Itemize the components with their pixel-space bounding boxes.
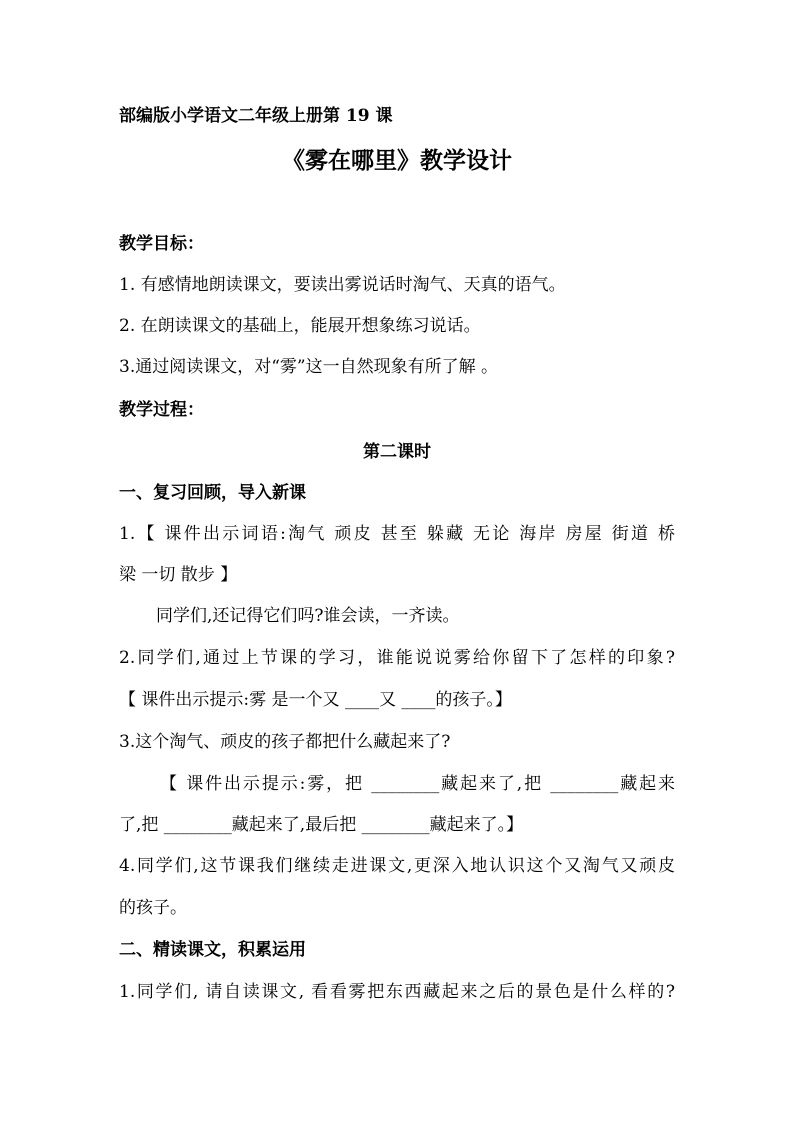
goal-item: 2. 在朗读课文的基础上，能展开想象练习说话。 — [119, 316, 481, 336]
lesson-subtitle: 部编版小学语文二年级上册第 19 课 — [119, 106, 393, 126]
paragraph-line: 4.同学们,这节课我们继续走进课文,更深入地认识这个又淘气又顽皮 — [119, 856, 675, 876]
paragraph-line: 的孩子。 — [119, 898, 187, 918]
paragraph-line: 同学们,还记得它们吗?谁会读，一齐读。 — [156, 606, 460, 626]
goal-item: 1. 有感情地朗读课文，要读出雾说话时淘气、天真的语气。 — [119, 275, 566, 295]
page-title: 《雾在哪里》教学设计 — [282, 147, 512, 174]
paragraph-line: 1.【 课件出示词语:淘气 顽皮 甚至 躲藏 无论 海岸 房屋 街道 桥 — [119, 524, 675, 544]
goal-item: 3.通过阅读课文，对“雾”这一自然现象有所了解 。 — [119, 357, 499, 377]
paragraph-line: 了,把 ________藏起来了,最后把 ________藏起来了。】 — [119, 815, 524, 835]
lesson-period: 第二课时 — [363, 442, 431, 462]
paragraph-line: 3.这个淘气、顽皮的孩子都把什么藏起来了? — [119, 732, 451, 752]
paragraph-line: 梁 一切 散步 】 — [119, 565, 238, 585]
process-heading: 教学过程： — [119, 400, 204, 420]
section-heading: 一、复习回顾，导入新课 — [119, 483, 306, 503]
paragraph-line: 【 课件出示提示:雾 是一个又 ____又 ____的孩子。】 — [119, 690, 512, 710]
goals-heading: 教学目标： — [119, 234, 204, 254]
paragraph-line: 2.同学们,通过上节课的学习，谁能说说雾给你留下了怎样的印象? — [119, 648, 675, 668]
section-heading: 二、精读课文，积累运用 — [119, 940, 306, 960]
paragraph-line: 1.同学们, 请自读课文, 看看雾把东西藏起来之后的景色是什么样的? — [119, 982, 675, 1002]
paragraph-line: 【 课件出示提示:雾，把 ________藏起来了,把 ________藏起来 — [160, 774, 675, 794]
